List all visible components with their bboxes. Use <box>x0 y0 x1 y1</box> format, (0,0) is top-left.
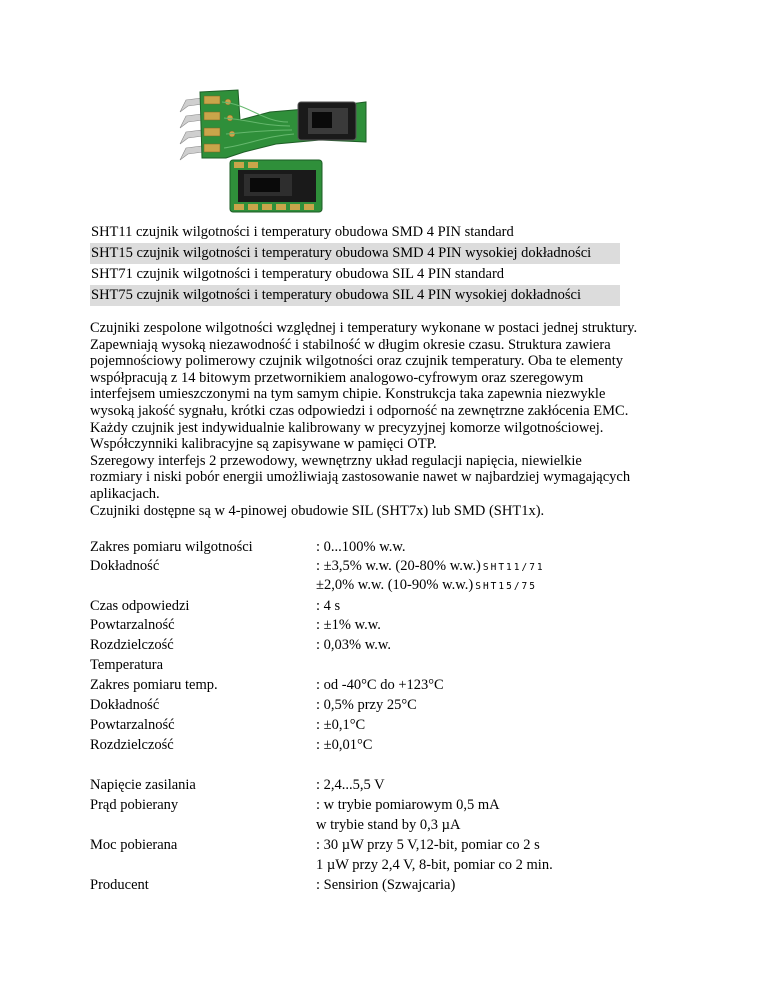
sensor-photo <box>178 82 418 217</box>
spec-label: Prąd pobierany <box>90 797 179 813</box>
description-line: rozmiary i niski pobór energii umożliwiają zastosowanie nawet w najbardziej wymagających <box>90 469 631 486</box>
model-row-sht11: SHT11 czujnik wilgotności i temperatury obudowa SMD 4 PIN standard <box>91 224 514 240</box>
spec-value: : ±0,01°C <box>316 737 373 753</box>
spec-value: : 2,4...5,5 V <box>316 777 385 793</box>
description-line: Szeregowy interfejs 2 przewodowy, wewnętrzny układ regulacji napięcia, niewielkie <box>90 452 582 469</box>
spec-value: : ±3,5% w.w. (20-80% w.w.) SHT11/71 <box>316 558 545 574</box>
spec-value: : 0,03% w.w. <box>316 637 392 653</box>
spec-value: : w trybie pomiarowym 0,5 mA <box>316 797 500 813</box>
description <box>90 320 690 519</box>
spec-value: : 4 s <box>316 598 341 614</box>
description-line: Czujniki dostępne są w 4-pinowej obudowie SIL (SHT7x) lub SMD (SHT1x). <box>90 502 545 519</box>
description-line: interfejsem umieszczonymi na tym samym chipie. Konstrukcja taka zapewnia niezwykle <box>90 386 606 403</box>
spec-label: Dokładność <box>90 558 160 574</box>
model-row-sht71: SHT71 czujnik wilgotności i temperatury obudowa SIL 4 PIN standard <box>91 266 505 282</box>
description-line: wysoką jakość sygnału, krótki czas odpowiedzi i odporność na zewnętrzne zakłócenia EMC. <box>90 402 629 419</box>
spec-value <box>316 656 318 676</box>
spec-label: Napięcie zasilania <box>90 777 196 793</box>
spec-value: : Sensirion (Szwajcaria) <box>316 877 456 893</box>
spec-value: : 30 µW przy 5 V,12-bit, pomiar co 2 s <box>316 837 540 853</box>
spec-value: : 0...100% w.w. <box>316 539 406 555</box>
description-line: współpracują z 14 bitowym przetwornikiem analogowo-cyfrowym oraz szeregowym <box>90 369 584 386</box>
spec-label: Powtarzalność <box>90 617 175 633</box>
spec-label: Moc pobierana <box>90 837 178 853</box>
spec-label: Dokładność <box>90 697 160 713</box>
spec-value: 1 µW przy 2,4 V, 8-bit, pomiar co 2 min. <box>316 857 553 873</box>
model-list <box>90 222 620 306</box>
spec-label: Rozdzielczość <box>90 737 174 753</box>
spec-label: Zakres pomiaru temp. <box>90 677 218 693</box>
spec-label: Zakres pomiaru wilgotności <box>90 539 253 555</box>
description-line: Każdy czujnik jest indywidualnie kalibrowany w precyzyjnej komorze wilgotnościowej. <box>90 419 604 436</box>
spec-label: Rozdzielczość <box>90 637 174 653</box>
description-line: Współczynniki kalibracyjne są zapisywane w pamięci OTP. <box>90 436 437 453</box>
spec-value: : 0,5% przy 25°C <box>316 697 417 713</box>
spec-value: : ±1% w.w. <box>316 617 381 633</box>
model-row-sht15: SHT15 czujnik wilgotności i temperatury obudowa SMD 4 PIN wysokiej dokładności <box>90 243 620 264</box>
description-line: pojemnościowy polimerowy czujnik wilgotności oraz czujnik temperatury. Oba te elementy <box>90 353 623 370</box>
model-row-sht75: SHT75 czujnik wilgotności i temperatury obudowa SIL 4 PIN wysokiej dokładności <box>90 285 620 306</box>
spec-label: Producent <box>90 877 149 893</box>
model-tag: SHT11/71 <box>482 562 545 573</box>
model-tag: SHT15/75 <box>475 581 537 592</box>
spec-value: w trybie stand by 0,3 µA <box>316 817 461 833</box>
spec-value: : od -40°C do +123°C <box>316 677 444 693</box>
spec-value: : ±0,1°C <box>316 717 366 733</box>
spec-label: Powtarzalność <box>90 717 175 733</box>
description-line: aplikacjach. <box>90 485 160 502</box>
description-line: Zapewniają wysoką niezawodność i stabilność w długim okresie czasu. Struktura zawiera <box>90 336 611 353</box>
spec-label: Czas odpowiedzi <box>90 598 190 614</box>
description-line: Czujniki zespolone wilgotności względnej i temperatury wykonane w postaci jednej struktury. <box>90 320 638 336</box>
spec-value: ±2,0% w.w. (10-90% w.w.) SHT15/75 <box>316 577 537 593</box>
spec-section-heading: Temperatura <box>90 657 164 673</box>
